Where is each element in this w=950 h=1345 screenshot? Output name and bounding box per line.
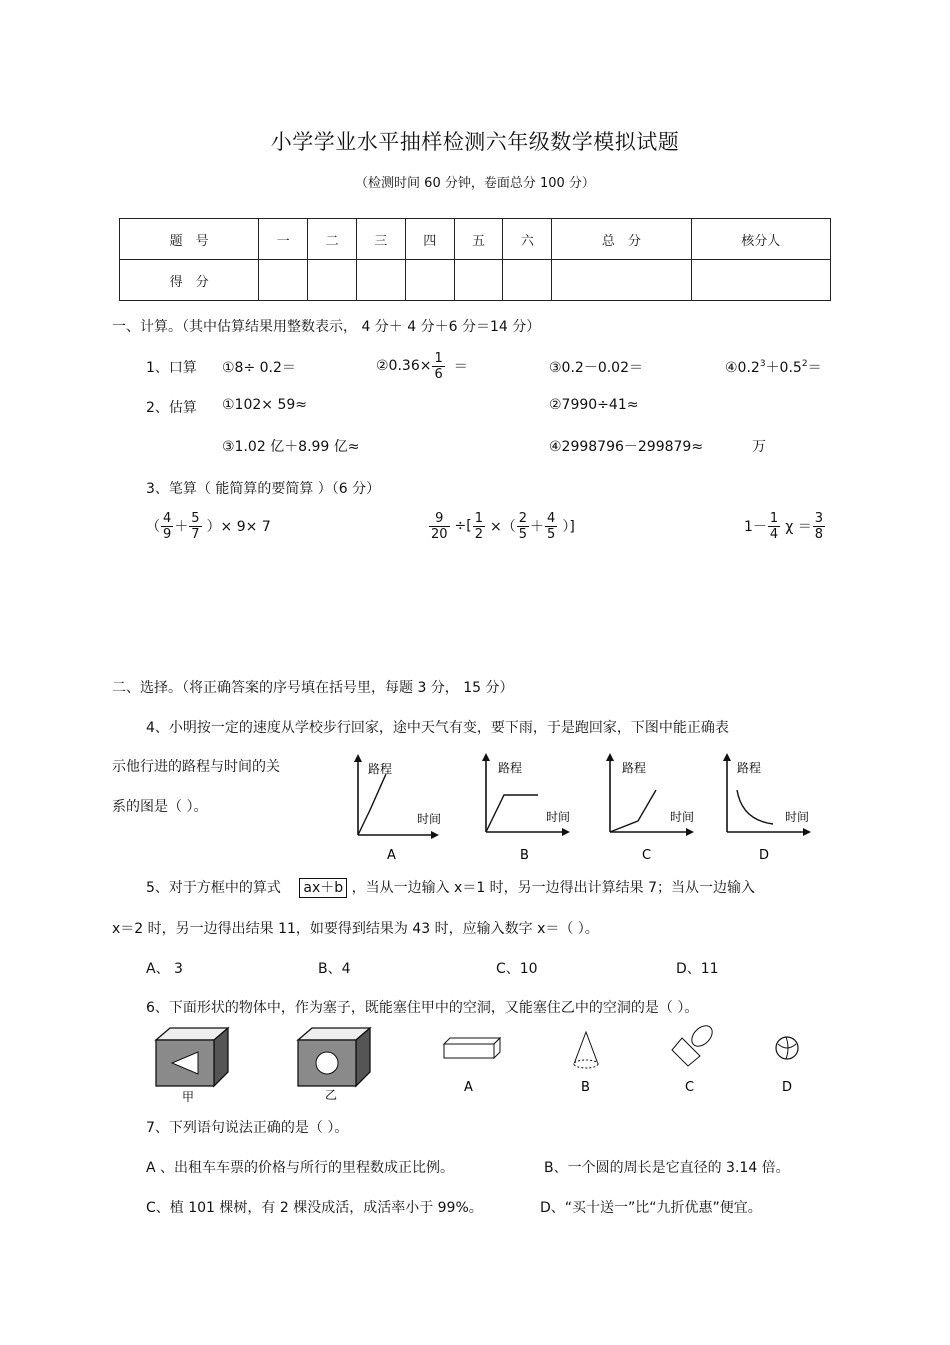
figure-label: B <box>581 1080 590 1095</box>
score-entry <box>691 260 830 301</box>
graph-line <box>737 790 773 824</box>
q2-item-a: ①102× 59≈ <box>222 397 307 413</box>
q5-line1 <box>146 877 755 897</box>
equals-sign: ＝ <box>453 359 468 375</box>
exponent: 3 <box>759 359 766 369</box>
q6-text: 6、下面形状的物体中，作为塞子，既能塞住甲中的空洞，又能塞住乙中的空洞的是（ ）。 <box>146 1000 699 1016</box>
plus-sign: ＋ <box>530 519 545 535</box>
q4-text-line1: 4、小明按一定的速度从学校步行回家，途中天气有变，要下雨，于是跑回家，下图中能正确表 <box>146 720 729 736</box>
graph-line <box>486 795 538 832</box>
fraction <box>161 511 173 542</box>
expression-tail: ）] <box>562 519 575 535</box>
divide-bracket: ÷[ <box>454 518 472 534</box>
numerator: 9 <box>429 511 450 527</box>
q1-b-prefix: ②0.36× <box>376 358 432 374</box>
score-entry <box>405 260 454 301</box>
q1-item-c: ③0.2－0.02＝ <box>549 360 643 376</box>
x-axis-label: 时间 <box>417 812 442 826</box>
box-yi-figure <box>298 1028 370 1086</box>
circle-hole <box>316 1052 338 1074</box>
numerator: 1 <box>434 350 443 366</box>
numerator: 2 <box>518 510 528 526</box>
x-axis-label: 时间 <box>546 810 571 824</box>
figure-label: D <box>782 1080 793 1095</box>
denominator: 5 <box>518 526 528 542</box>
shape-c-cylinder <box>672 1022 716 1066</box>
graph-line <box>610 790 656 832</box>
numerator: 4 <box>547 510 556 526</box>
denominator: 7 <box>191 526 200 542</box>
denominator: 20 <box>431 526 448 542</box>
score-table <box>119 218 831 301</box>
q5-option-a: A、 3 <box>146 961 183 977</box>
denominator: 5 <box>547 526 556 542</box>
option-label: C <box>642 848 652 863</box>
numerator: 1 <box>474 510 484 526</box>
prism-front <box>444 1044 494 1058</box>
figure-label: 乙 <box>325 1088 338 1102</box>
q1-d-base: ④0.2 <box>725 360 760 376</box>
score-cell: 总 分 <box>552 219 691 260</box>
graph-c <box>610 757 694 863</box>
q2-unit: 万 <box>752 439 766 455</box>
shape-d-sphere <box>776 1037 798 1059</box>
fraction <box>429 511 450 542</box>
y-axis-label: 路程 <box>498 761 523 775</box>
score-row-label: 得 分 <box>120 260 259 301</box>
graph-line <box>358 774 386 835</box>
q5-option-c: C、10 <box>496 961 538 977</box>
fraction <box>813 511 825 542</box>
q5-rest: ，当从一边输入 x＝1 时，另一边得出计算结果 7；当从一边输入 <box>351 880 756 896</box>
numerator: 1 <box>769 510 779 526</box>
q4-text-line2: 示他行进的路程与时间的关 <box>112 759 280 775</box>
y-axis-label: 路程 <box>368 762 393 776</box>
plus-sign: ＋ <box>174 519 189 535</box>
fraction <box>545 511 557 542</box>
q5-line2: x＝2 时，另一边得出结果 11，如要得到结果为 43 时，应输入数字 x＝（ ）。 <box>112 921 599 937</box>
fraction <box>432 351 444 382</box>
q7-option-a: A 、出租车车票的价格与所行的里程数成正比例。 <box>146 1160 455 1176</box>
fraction <box>768 511 780 542</box>
q5-option-d: D、11 <box>676 961 719 977</box>
numerator: 5 <box>191 510 200 526</box>
y-axis-label: 路程 <box>737 761 762 775</box>
score-entry <box>503 260 552 301</box>
score-entry <box>308 260 357 301</box>
figure-label: 甲 <box>182 1090 195 1104</box>
exam-info: （检测时间 60 分钟，卷面总分 100 分） <box>355 176 595 191</box>
denominator: 6 <box>434 366 443 382</box>
expression-tail: ）× 9× 7 <box>206 519 271 535</box>
distance-time-graphs <box>340 752 830 867</box>
fraction <box>517 511 529 542</box>
y-axis-label: 路程 <box>622 761 647 775</box>
denominator: 4 <box>769 526 779 542</box>
figure-label: A <box>464 1080 473 1095</box>
score-cell: 三 <box>356 219 405 260</box>
prism-top <box>444 1038 500 1044</box>
box-jia-figure <box>156 1028 228 1086</box>
score-entry <box>356 260 405 301</box>
denominator: 9 <box>163 526 172 542</box>
section-1-heading: 一、计算。（其中估算结果用整数表示， 4 分＋ 4 分＋6 分＝14 分） <box>112 319 541 335</box>
q7-option-d: D、“买十送一”比“九折优惠”便宜。 <box>540 1200 762 1216</box>
q7-option-c: C、植 101 棵树，有 2 棵没成活，成活率小于 99%。 <box>146 1200 483 1216</box>
times-paren: ×（ <box>490 519 516 535</box>
option-label: A <box>387 848 396 863</box>
q1-d-mid: ＋0.5 <box>765 360 802 376</box>
score-cell: 六 <box>503 219 552 260</box>
page-title: 小学学业水平抽样检测六年级数学模拟试题 <box>270 130 680 154</box>
fraction <box>189 511 201 542</box>
q5-intro: 5、对于方框中的算式 <box>146 880 281 896</box>
score-entry <box>259 260 308 301</box>
numerator: 3 <box>814 510 824 526</box>
score-entry <box>454 260 503 301</box>
score-cell: 核分人 <box>691 219 830 260</box>
option-label: B <box>520 848 529 863</box>
equals-sign: ＝ <box>807 360 822 376</box>
score-cell: 五 <box>454 219 503 260</box>
score-cell: 二 <box>308 219 357 260</box>
denominator: 8 <box>814 526 824 542</box>
calc-expression-2 <box>428 505 575 547</box>
q7-option-b: B、一个圆的周长是它直径的 3.14 倍。 <box>544 1160 790 1176</box>
score-entry <box>552 260 691 301</box>
numerator: 4 <box>163 510 172 526</box>
q2-label: 2、估算 <box>146 400 197 416</box>
score-cell: 题 号 <box>120 219 259 260</box>
x-axis-label: 时间 <box>670 810 695 824</box>
expression-mid: χ ＝ <box>785 519 812 535</box>
q5-option-b: B、4 <box>318 961 351 977</box>
cylinder-top <box>688 1022 716 1050</box>
calc-expression-3 <box>744 505 826 547</box>
figure-label: C <box>685 1080 695 1095</box>
fraction <box>473 511 485 542</box>
section-2-heading: 二、选择。（将正确答案的序号填在括号里，每题 3 分， 15 分） <box>112 680 514 696</box>
score-cell: 一 <box>259 219 308 260</box>
stopper-shapes <box>150 1022 820 1107</box>
graph-a <box>358 758 441 863</box>
shape-b-cone <box>574 1032 598 1068</box>
option-label: D <box>759 848 770 863</box>
shape-a-prism <box>444 1038 500 1058</box>
paren-open: （ <box>146 519 160 535</box>
calc-expression-1 <box>146 505 271 547</box>
q7-text: 7、下列语句说法正确的是（ ）。 <box>146 1120 349 1136</box>
graph-b <box>486 757 570 863</box>
q1-item-d <box>725 357 822 377</box>
q2-item-c: ③1.02 亿＋8.99 亿≈ <box>222 439 360 455</box>
q1-label: 1、口算 <box>146 360 197 376</box>
cone-base <box>574 1060 598 1068</box>
q2-item-b: ②7990÷41≈ <box>549 397 639 413</box>
q2-item-d: ④2998796－299879≈ <box>549 439 704 455</box>
q1-item-a: ①8÷ 0.2＝ <box>222 360 296 376</box>
q1-item-b <box>376 347 468 385</box>
score-cell: 四 <box>405 219 454 260</box>
expression-prefix: 1－ <box>744 519 767 535</box>
cone-body <box>574 1032 598 1064</box>
score-table-score-row <box>120 260 831 301</box>
q4-text-line3: 系的图是（ ）。 <box>112 799 208 815</box>
graph-d <box>727 757 809 863</box>
q3-label: 3、笔算（ 能简算的要简算 ）（6 分） <box>146 481 381 497</box>
score-table-header-row <box>120 219 831 260</box>
x-axis-label: 时间 <box>785 810 810 824</box>
exponent: 2 <box>801 359 808 369</box>
formula-box: ax＋b <box>299 878 347 898</box>
denominator: 2 <box>474 526 484 542</box>
